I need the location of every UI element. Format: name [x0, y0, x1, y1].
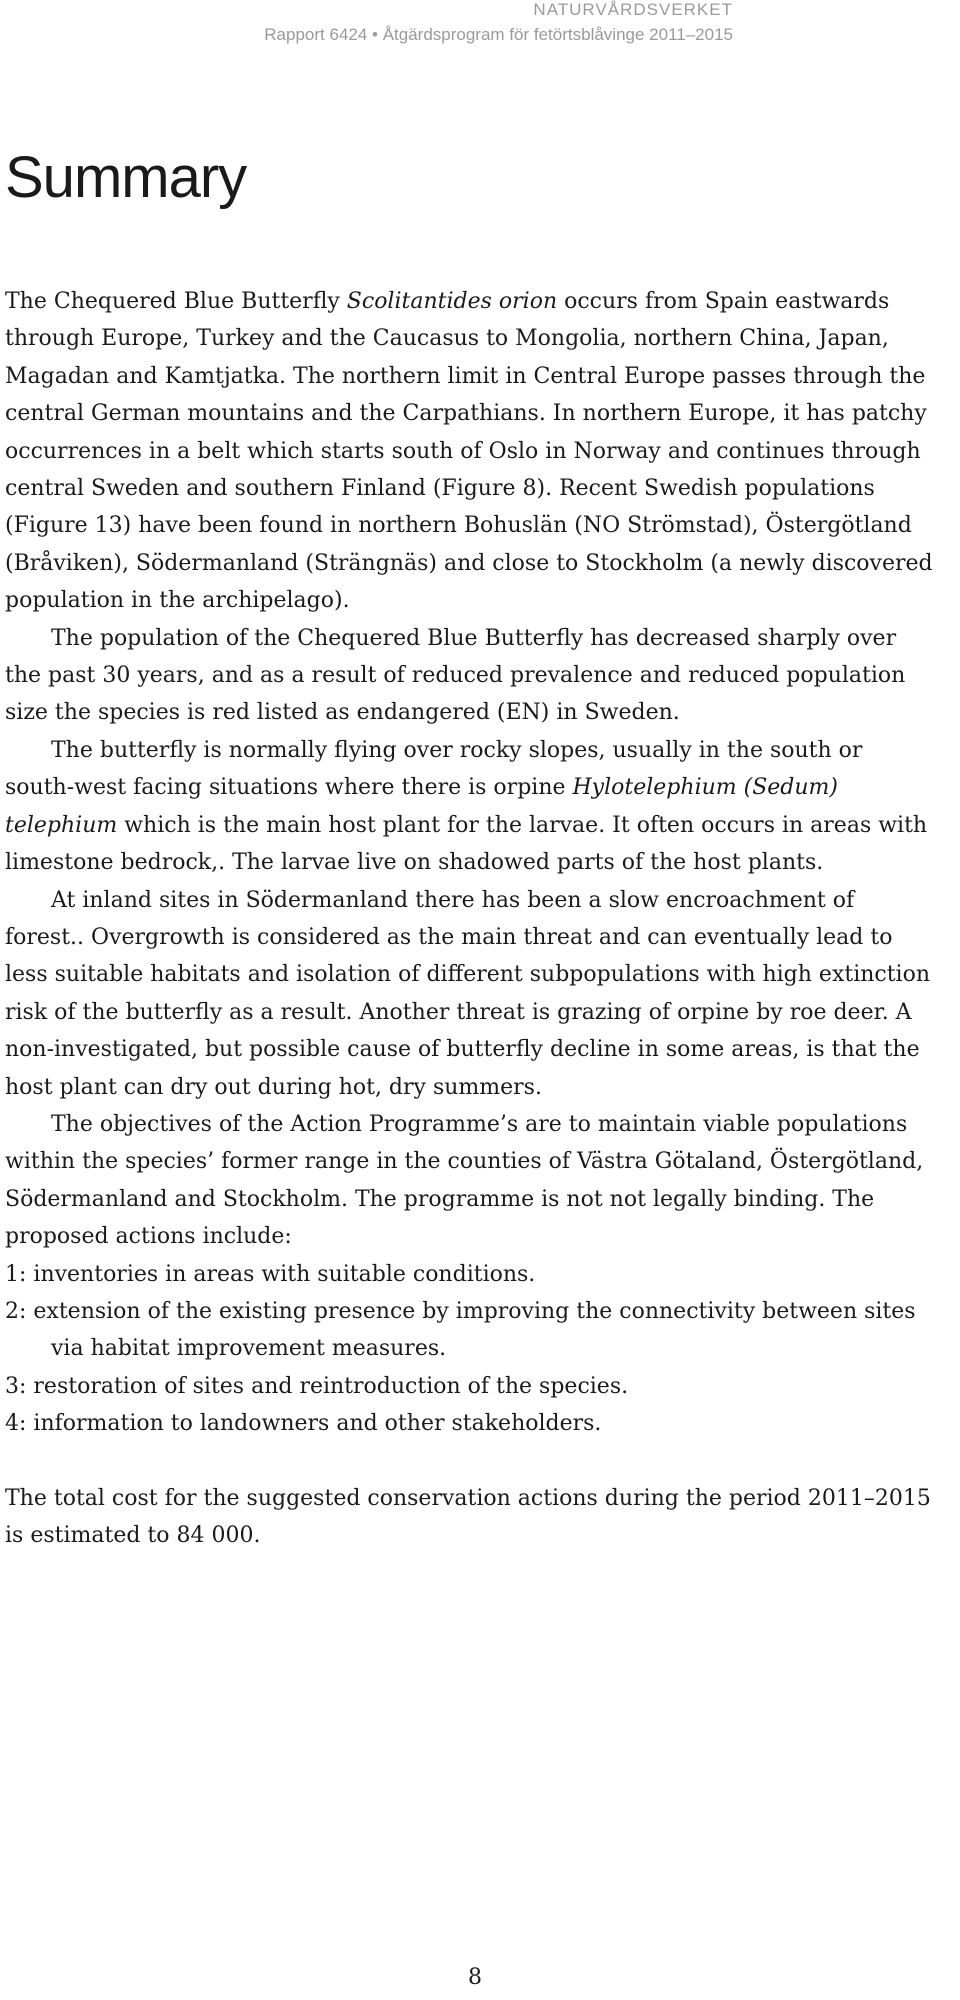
page-title: Summary	[5, 145, 247, 210]
host-plant-name: Hylotelephium (Sedum) telephium	[5, 775, 838, 838]
paragraph-objectives: The objectives of the Action Programme’s are to maintain viable populations within the species’ former range in the counties of Västra Götaland, Östergötland, Södermanland and Stockholm. The programme is not not legally binding. The proposed actions include:	[5, 1111, 924, 1250]
header-organization: NATURVÅRDSVERKET	[533, 0, 733, 19]
text-run: The Chequered Blue Butterfly	[5, 289, 347, 314]
paragraph-population: The population of the Chequered Blue Butterfly has decreased sharply over the past 30 years, and as a result of reduced prevalence and reduced population size the species is red listed as endangered (EN) in Sweden.	[5, 625, 906, 726]
text-run: occurs from Spain eastwards through Europe, Turkey and the Caucasus to Mongolia, northern China, Japan, Magadan and Kamtjatka. The northern limit in Central Europe passes through the central German mountains and the Carpathians. In northern Europe, it has patchy occurrences in a belt which starts south of Oslo in Norway and continues through central Sweden and southern Finland (Figure 8). Recent Swedish populations (Figure 13) have been found in northern Bohuslän (NO Strömstad), Östergötland (Bråviken), Södermanland (Strängnäs) and close to Stockholm (a newly discovered population in the archipelago).	[5, 289, 933, 614]
list-item: 3: restoration of sites and reintroduction of the species.	[5, 1373, 629, 1399]
paragraph-threats: At inland sites in Södermanland there has been a slow encroachment of forest.. Overgrowth is considered as the main threat and can eventually lead to less suitable habitats and isolation of different subpopulations with high extinction risk of the butterfly as a result. Another threat is grazing of orpine by roe deer. A non-investigated, but possible cause of butterfly decline in some areas, is that the host plant can dry out during hot, dry summers.	[5, 887, 931, 1100]
list-item: 2: extension of the existing presence by improving the connectivity between sites via habitat improvement measures.	[5, 1298, 916, 1362]
list-item: 1: inventories in areas with suitable conditions.	[5, 1261, 536, 1287]
summary-body	[5, 283, 935, 1554]
header-report-title: Rapport 6424 • Åtgärdsprogram för fetörtsblåvinge 2011–2015	[264, 25, 733, 44]
page-number: 8	[468, 1965, 482, 1990]
paragraph-habitat	[5, 732, 935, 882]
paragraph-cost: The total cost for the suggested conservation actions during the period 2011–2015 is estimated to 84 000.	[5, 1485, 931, 1548]
text-run: The butterfly is normally flying over rocky slopes, usually in the south or south-west facing situations where there is orpine	[5, 737, 863, 801]
species-name: Scolitantides orion	[346, 289, 558, 314]
running-header	[264, 0, 733, 46]
paragraph-distribution	[5, 283, 935, 620]
text-run: which is the main host plant for the larvae. It often occurs in areas with limestone bedrock,. The larvae live on shadowed parts of the host plants.	[5, 812, 928, 876]
list-item: 4: information to landowners and other stakeholders.	[5, 1411, 602, 1437]
